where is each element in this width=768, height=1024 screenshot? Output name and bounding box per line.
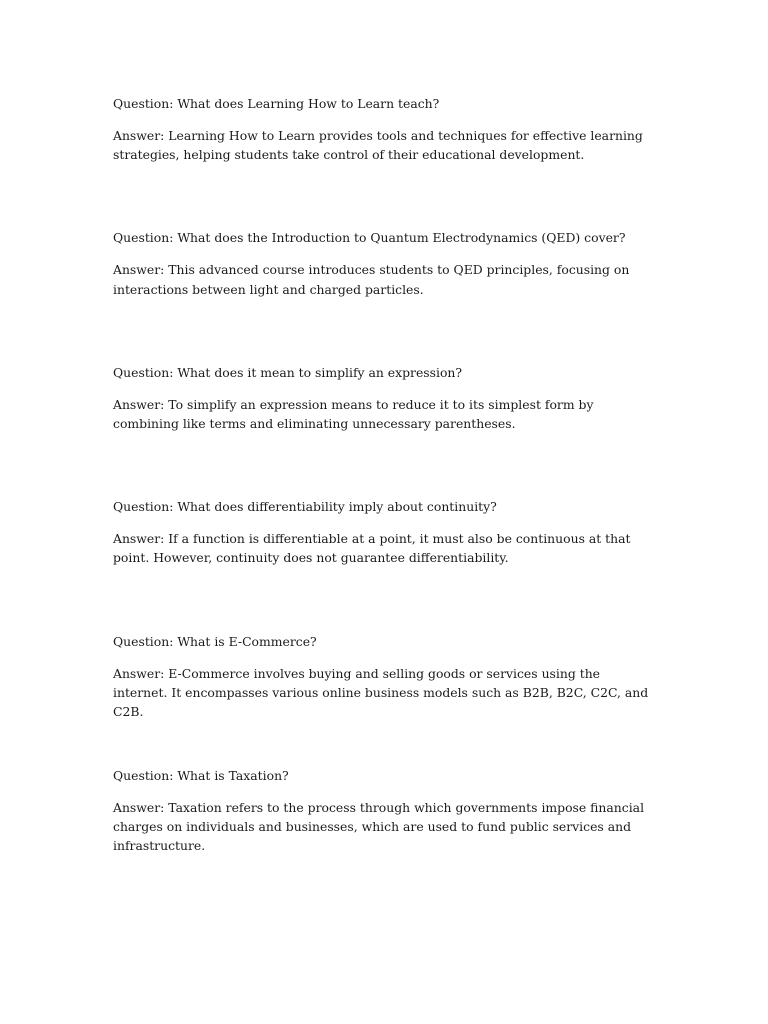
answer-text: Answer: If a function is differentiable at a point, it must also be continuous at that point. However, continuity does not guarantee differentiability.	[113, 531, 631, 566]
qa-item	[113, 228, 658, 362]
question-text: Question: What does Learning How to Learn teach?	[113, 96, 440, 111]
qa-item	[113, 632, 658, 766]
qa-item	[113, 94, 658, 228]
question-text: Question: What is Taxation?	[113, 767, 289, 783]
question-text: Question: What is E-Commerce?	[113, 633, 317, 649]
answer-text: Answer: To simplify an expression means to reduce it to its simplest form by combining like terms and eliminating unnecessary parentheses.	[113, 396, 594, 431]
answer-text: Answer: E-Commerce involves buying and selling goods or services using the internet. It encompasses various online business models such as B2B, B2C, C2C, and C2B.	[113, 665, 649, 719]
answer-text: Answer: This advanced course introduces students to QED principles, focusing on interactions between light and charged particles.	[113, 262, 630, 297]
question-text: Question: What does the Introduction to Quantum Electrodynamics (QED) cover?	[113, 230, 626, 246]
qa-item	[113, 363, 658, 497]
question-text: Question: What does differentiability imply about continuity?	[113, 499, 497, 515]
qa-item	[113, 766, 658, 900]
question-text: Question: What does it mean to simplify an expression?	[113, 364, 463, 380]
answer-text: Answer: Learning How to Learn provides tools and techniques for effective learning strategies, helping students take control of their educational development.	[113, 128, 643, 163]
answer-text: Answer: Taxation refers to the process through which governments impose financial charges on individuals and businesses, which are used to fund public services and infrastructure.	[113, 799, 645, 854]
qa-item	[113, 497, 658, 631]
